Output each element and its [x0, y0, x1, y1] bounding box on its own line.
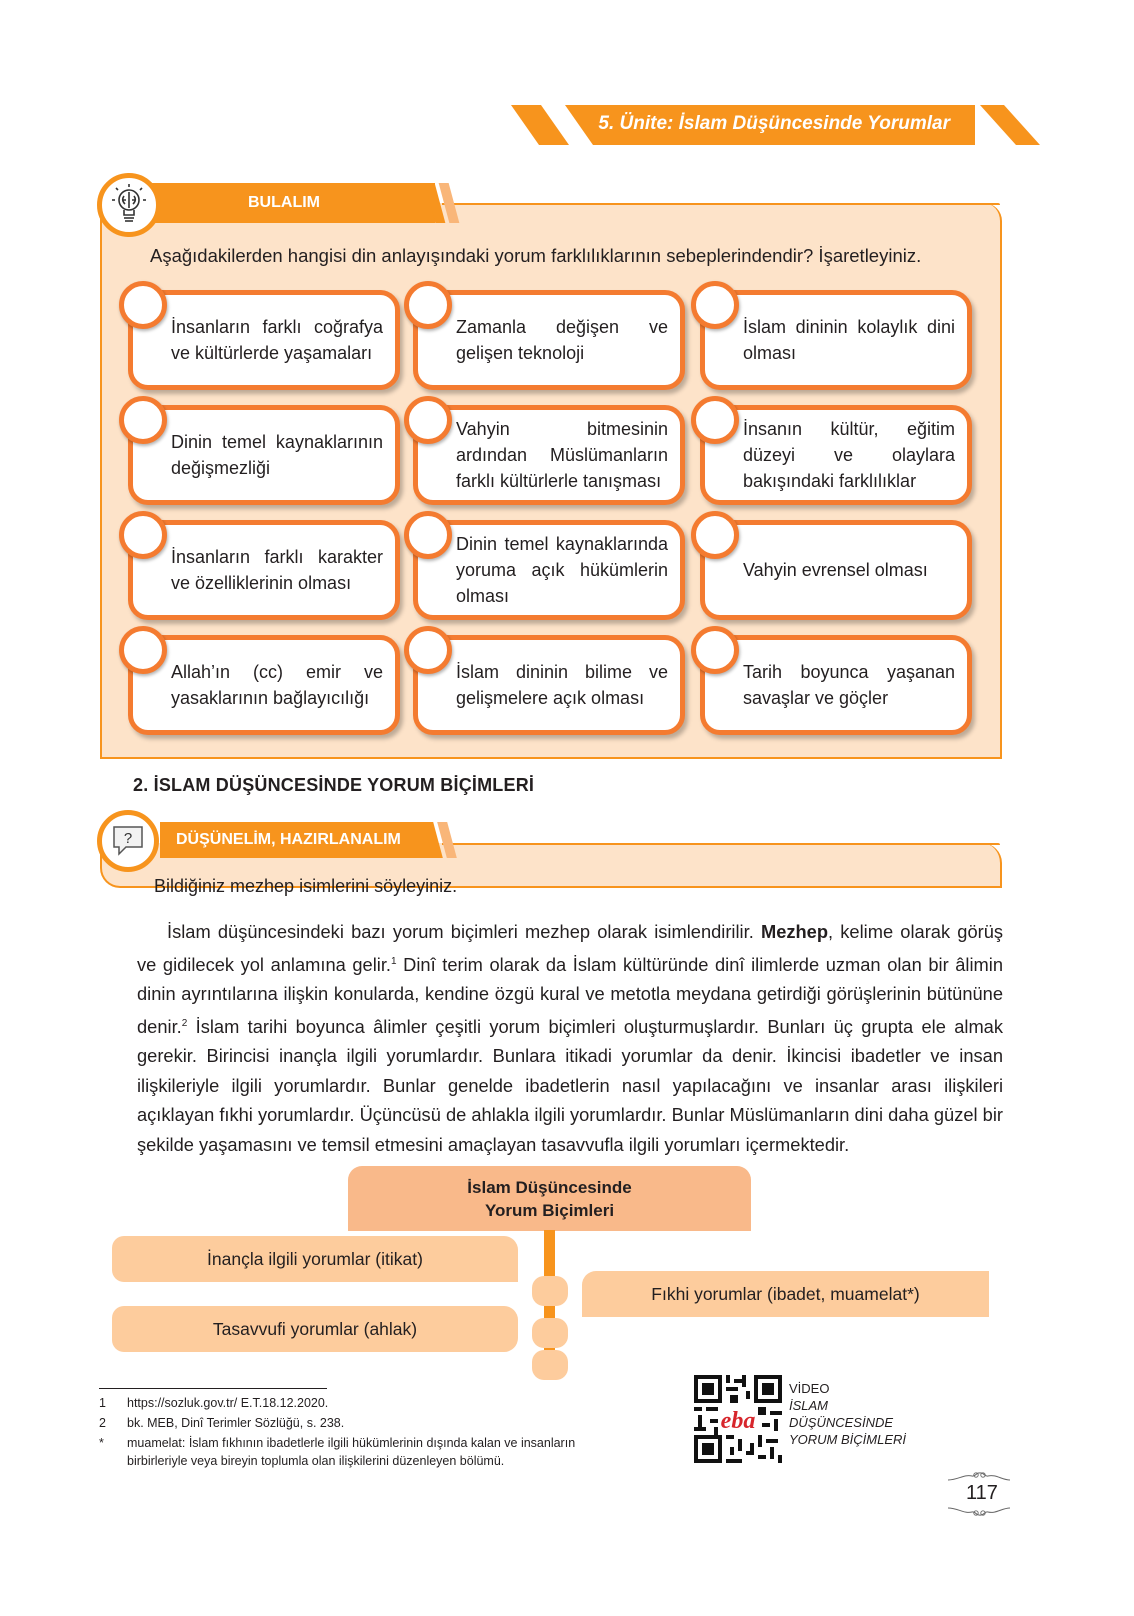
footnote-3: [99, 1434, 575, 1470]
option-text: İslam dininin kolaylık dini olması: [743, 317, 955, 363]
body-text: İslam tarihi boyunca âlimler çeşitli yorum biçimleri oluşturmuşlardır. Bunları üç grupta ele almak gerekir. Birincisi inançla ilgili yorumlardır. Bunlara itikadi yorumlar da denir. İkincisi ibadetler ve insan ilişkileriyle ilgili yorumlardır. Bunlar genelde ibadetlerin nasıl yapılacağını ve insanlar arası ilişkileri açıklayan fıkhi yorumlardır. Üçüncüsü de ahlakla ilgili yorumlardır. Bunlar Müslümanların dini daha güzel bir şekilde yaşamasını ve temsil etmesini amaçlayan tasavvufla ilgili yorumları içermektedir.: [137, 1015, 1003, 1155]
body-text: Dinî terim olarak da İslam kültüründe dinî ilimlerde uzman olan bir âlimin dinin ayrıntılarına ilişkin konularda, kendine özgü kural ve metotla meydana getirdiği görüşlerinin bütününe denir.: [137, 953, 1003, 1037]
dusunelim-prompt: Bildiğiniz mezhep isimlerini söyleyiniz.: [154, 876, 458, 896]
option-card[interactable]: [700, 635, 972, 735]
diagram-joint: [532, 1350, 568, 1380]
footnote-text: https://sozluk.gov.tr/ E.T.18.12.2020.: [127, 1396, 329, 1410]
option-text: İnsanın kültür, eğitim düzeyi ve olaylara bakışındaki farklılıklar: [743, 419, 955, 491]
video-link-label[interactable]: [789, 1380, 906, 1448]
dusunelim-label: DÜŞÜNELİM, HAZIRLANALIM: [176, 831, 401, 848]
checkbox-circle[interactable]: [119, 511, 167, 559]
footnote-divider: [99, 1388, 327, 1389]
body-paragraph: [137, 917, 1003, 1159]
box-top-border: [442, 843, 1000, 845]
unit-title: 5. Ünite: İslam Düşüncesinde Yorumlar: [598, 113, 950, 134]
option-text: İslam dininin bilime ve gelişmelere açık olması: [456, 662, 668, 708]
dusunelim-header: [160, 822, 433, 858]
checkbox-circle[interactable]: [119, 281, 167, 329]
checkbox-circle[interactable]: [404, 281, 452, 329]
lightbulb-brain-icon: [97, 173, 161, 237]
option-text: Vahyin bitmesinin ardından Müslümanların farklı kültürlerle tanışması: [456, 419, 668, 491]
ornament-top-icon: [946, 1470, 1012, 1482]
diagram-branch-itikat: [112, 1236, 518, 1282]
video-title-line: DÜŞÜNCESİNDE: [789, 1415, 894, 1430]
checkbox-circle[interactable]: [691, 626, 739, 674]
banner-stripe: [511, 105, 569, 145]
banner-stripe: [980, 105, 1040, 145]
footnote-ref[interactable]: 2: [181, 1017, 188, 1029]
video-title-line: YORUM BİÇİMLERİ: [789, 1432, 907, 1447]
question-bubble-icon: [97, 810, 159, 872]
option-card[interactable]: [700, 405, 972, 505]
option-card[interactable]: [413, 520, 685, 620]
checkbox-circle[interactable]: [691, 396, 739, 444]
footnote-number: 2: [99, 1416, 106, 1430]
diagram-joint: [532, 1276, 568, 1306]
activity-question: Aşağıdakilerden hangisi din anlayışındaki yorum farklılıklarının sebeplerindendir? İşaretleyiniz.: [150, 245, 922, 266]
option-text: Dinin temel kaynaklarında yoruma açık hükümlerin olması: [456, 534, 668, 606]
checkbox-circle[interactable]: [119, 396, 167, 444]
diagram-branch-tasavvuf: [112, 1306, 518, 1352]
video-label-line: VİDEO: [789, 1381, 830, 1396]
footnote-1: [99, 1394, 328, 1412]
body-text: İslam düşüncesindeki bazı yorum biçimleri mezhep olarak isimlendirilir.: [167, 921, 761, 942]
svg-text:eba: eba: [720, 1408, 756, 1435]
checkbox-circle[interactable]: [119, 626, 167, 674]
option-card[interactable]: [128, 290, 400, 390]
diagram-title-line: İslam Düşüncesinde: [467, 1177, 632, 1197]
footnote-number: *: [99, 1436, 104, 1450]
branch-label: Fıkhi yorumlar (ibadet, muamelat*): [651, 1283, 920, 1304]
option-card[interactable]: [413, 635, 685, 735]
option-text: Zamanla değişen ve gelişen teknoloji: [456, 317, 668, 363]
option-text: İnsanların farklı karakter ve özelliklerinin olması: [171, 547, 383, 593]
footnote-ref[interactable]: 1: [391, 955, 397, 967]
footnote-text: bk. MEB, Dinî Terimler Sözlüğü, s. 238.: [127, 1416, 345, 1430]
checkbox-circle[interactable]: [691, 281, 739, 329]
option-text: Allah’ın (cc) emir ve yasaklarının bağlayıcılığı: [171, 662, 383, 708]
option-text: Tarih boyunca yaşanan savaşlar ve göçler: [743, 662, 955, 708]
option-text: Dinin temel kaynaklarının değişmezliği: [171, 432, 383, 478]
bulalim-header: [140, 183, 435, 223]
footnote-text: birbirleriyle veya bireyin toplumla olan ilişkilerini düzenleyen bölümü.: [127, 1454, 505, 1468]
diagram-joint: [532, 1318, 568, 1348]
option-card[interactable]: [413, 405, 685, 505]
footnote-2: [99, 1414, 344, 1432]
diagram-title-box: [348, 1166, 751, 1231]
option-card[interactable]: [700, 520, 972, 620]
checkbox-circle[interactable]: [404, 626, 452, 674]
branch-label: Tasavvufi yorumlar (ahlak): [212, 1318, 418, 1339]
qr-code[interactable]: [694, 1375, 782, 1463]
bulalim-label: BULALIM: [248, 194, 320, 211]
body-text: , kelime olarak görüş ve gidilecek yol anlamına gelir.: [137, 921, 1004, 975]
option-card[interactable]: [700, 290, 972, 390]
svg-text:?: ?: [123, 830, 133, 847]
option-card[interactable]: [128, 405, 400, 505]
unit-header-banner: [525, 105, 1005, 145]
footnote-number: 1: [99, 1396, 106, 1410]
footnote-text: muamelat: İslam fıkhının ibadetlerle ilgili hükümlerinin dışında kalan ve insanların: [127, 1436, 576, 1450]
option-text: İnsanların farklı coğrafya ve kültürlerde yaşamaları: [171, 317, 383, 363]
video-title-line: İSLAM: [789, 1398, 829, 1413]
checkbox-circle[interactable]: [691, 511, 739, 559]
checkbox-circle[interactable]: [404, 511, 452, 559]
option-card[interactable]: [413, 290, 685, 390]
checkbox-circle[interactable]: [404, 396, 452, 444]
section-title: 2. İSLAM DÜŞÜNCESİNDE YORUM BİÇİMLERİ: [133, 775, 535, 795]
diagram-branch-fikhi: [582, 1271, 989, 1317]
option-card[interactable]: [128, 520, 400, 620]
diagram-title-line: Yorum Biçimleri: [484, 1200, 615, 1220]
option-text: Vahyin evrensel olması: [743, 560, 928, 580]
bold-term: Mezhep: [760, 921, 829, 942]
page-number: 117: [966, 1482, 998, 1504]
option-card[interactable]: [128, 635, 400, 735]
branch-label: İnançla ilgili yorumlar (itikat): [207, 1248, 423, 1269]
ornament-bottom-icon: [946, 1506, 1012, 1518]
